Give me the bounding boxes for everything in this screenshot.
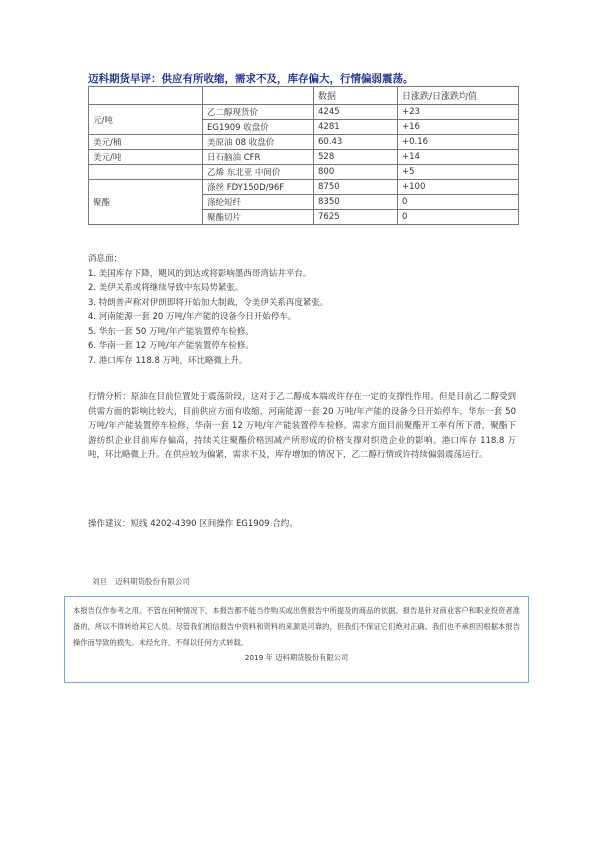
item-name: EG1909 收盘价 (203, 120, 314, 135)
item-change: +16 (398, 120, 519, 135)
news-item: 2. 美伊关系或将继续导致中东局势紧张。 (88, 283, 244, 293)
copyright-line: 2019 年 迈科期货股份有限公司 (244, 653, 349, 662)
table-row (89, 165, 519, 180)
author-name: 刘旦 (92, 577, 107, 586)
trading-advice: 操作建议：短线 4202-4390 区间操作 EG1909 合约。 (88, 519, 298, 529)
item-value: 528 (314, 150, 398, 165)
news-section (88, 252, 328, 368)
news-item: 4. 河南能源一套 20 万吨/年产能的设备今日开始停车。 (88, 312, 297, 322)
news-item: 6. 华南一套 12 万吨/年产能装置停车检修。 (88, 341, 254, 351)
item-change: 0 (398, 210, 519, 225)
news-heading: 消息面： (88, 254, 123, 264)
news-item: 1. 美国库存下降，飓风的到达或将影响墨西哥湾钻井平台。 (88, 268, 312, 279)
item-value: 800 (314, 165, 398, 180)
news-item: 7. 港口库存 118.8 万吨，环比略微上升。 (88, 355, 248, 366)
item-change: +14 (398, 150, 519, 165)
unit-cell: 元/吨 (89, 105, 203, 135)
item-value: 7625 (314, 210, 398, 225)
item-name: 乙烯 东北亚 中间价 (203, 165, 314, 180)
price-table (88, 86, 519, 225)
item-change: +0.16 (398, 135, 519, 150)
table-header-cell (203, 87, 314, 105)
table-header-change: 日涨跌/日涨跌均值 (398, 87, 519, 105)
item-name: 聚酯切片 (203, 210, 314, 225)
table-header-value: 数据 (314, 87, 398, 105)
table-header-row (89, 87, 519, 105)
disclaimer-box (64, 596, 529, 683)
table-row (89, 150, 519, 165)
table-row (89, 180, 519, 195)
news-item: 3. 特朗普声称对伊朗即将开始加大制裁，令美伊关系再度紧张。 (88, 297, 329, 308)
table-row (89, 135, 519, 150)
item-value: 8750 (314, 180, 398, 195)
item-value: 60.43 (314, 135, 398, 150)
table-row (89, 105, 519, 120)
item-change: +23 (398, 105, 519, 120)
report-title: 迈科期货早评：供应有所收缩，需求不及，库存偏大，行情偏弱震荡。 (88, 73, 414, 85)
table-header-cell (89, 87, 203, 105)
unit-cell: 聚酯 (89, 180, 203, 225)
unit-cell (89, 165, 203, 180)
author-line (92, 576, 190, 587)
item-value: 4281 (314, 120, 398, 135)
item-change: +100 (398, 180, 519, 195)
item-name: 美原油 08 收盘价 (203, 135, 314, 150)
unit-cell: 美元/桶 (89, 135, 203, 150)
item-name: 涤丝 FDY150D/96F (203, 180, 314, 195)
news-item: 5. 华东一套 50 万吨/年产能装置停车检修。 (88, 326, 254, 337)
item-change: +5 (398, 165, 519, 180)
item-value: 8350 (314, 195, 398, 210)
author-company: 迈科期货股份有限公司 (115, 577, 190, 586)
item-name: 日石脑油 CFR (203, 150, 314, 165)
unit-cell: 美元/吨 (89, 150, 203, 165)
item-value: 4245 (314, 105, 398, 120)
item-name: 涤纶短纤 (203, 195, 314, 210)
item-change: 0 (398, 195, 519, 210)
disclaimer-text: 本报告仅作参考之用。不管在何种情况下，本报告都不能当作购买或出售报告中所提及的商品的依据。报告是针对商业客户和职业投资者准备的，所以不得转给其它人员。尽管我们相信报告中资料和资料的来源是可靠的，但我们不保证它们绝对正确。我们也不承担因根据本报告操作而导致的损失。未经允许，不得以任何方式转载。 (73, 606, 520, 647)
item-name: 乙二醇现货价 (203, 105, 314, 120)
market-analysis: 行情分析：原油在目前位置处于震荡阶段，这对于乙二醇成本端或许存在一定的支撑性作用。但是目前乙二醇受到供需方面的影响比较大，目前供应方面有收缩，河南能源一套 20 万吨/年产能的设备今日开始停车，华东一套 50 万吨/年产能装置停车检修，华南一套 12 万吨/年产能装置停车检修。需求方面目前聚酯开工率有所下滑，聚酯下游纺织企业目前库存偏高，持续关注聚酯价格因减产所形成的价格支撑对织造企业的影响。港口库存 118.8 万吨，环比略微上升。在供应较为偏紧，需求不及，库存增加的情况下，乙二醇行情或许持续偏弱震荡运行。 (88, 392, 516, 461)
